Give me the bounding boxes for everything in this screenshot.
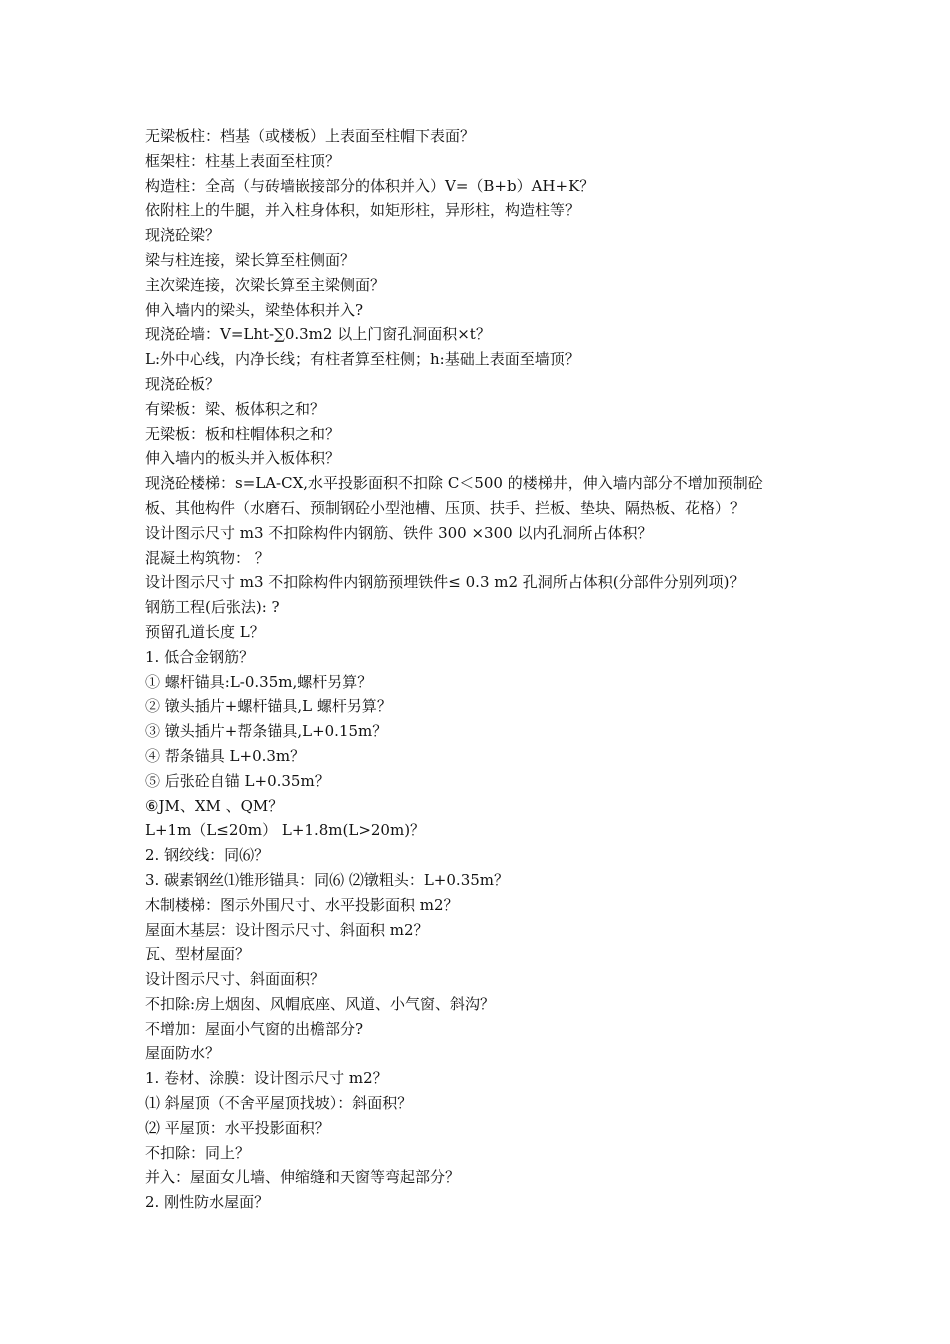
text-line: 不扣除:房上烟囱、风帽底座、风道、小气窗、斜沟？ bbox=[145, 994, 496, 1013]
text-line: ⑵ 平屋顶：水平投影面积？ bbox=[145, 1118, 330, 1137]
text-line: 现浇砼墙：V=Lht-∑0.3m2 以上门窗孔洞面积×t？ bbox=[145, 325, 491, 344]
text-line: 梁与柱连接，梁长算至柱侧面？ bbox=[145, 250, 356, 269]
text-line: 2. 刚性防水屋面？ bbox=[145, 1193, 270, 1212]
text-line: 屋面木基层：设计图示尺寸、斜面积 m2？ bbox=[145, 920, 429, 939]
text-line: 现浇砼板？ bbox=[145, 374, 221, 393]
text-line: 设计图示尺寸、斜面面积？ bbox=[145, 970, 326, 989]
text-line: 伸入墙内的梁头，梁垫体积并入? bbox=[145, 300, 364, 319]
text-line: 1. 低合金钢筋？ bbox=[145, 647, 255, 666]
text-line: 无梁板柱：档基（或楼板）上表面至柱帽下表面？ bbox=[145, 127, 476, 145]
text-line: 现浇砼梁？ bbox=[145, 226, 221, 245]
text-line: 现浇砼楼梯：s=LA-CX,水平投影面积不扣除 C＜500 的楼梯井，伸入墙内部分不增加预制砼 bbox=[145, 474, 763, 493]
text-line: 不增加：屋面小气窗的出檐部分? bbox=[145, 1019, 364, 1038]
text-line: 并入：屋面女儿墙、伸缩缝和天窗等弯起部分？ bbox=[145, 1168, 461, 1187]
text-line: 设计图示尺寸 m3 不扣除构件内钢筋、铁件 300 ×300 以内孔洞所占体积？ bbox=[145, 523, 653, 542]
text-line: 2. 钢绞线：同⑹？ bbox=[145, 846, 270, 865]
text-line: 主次梁连接，次梁长算至主梁侧面？ bbox=[145, 275, 386, 294]
text-line: 有梁板：梁、板体积之和？ bbox=[145, 399, 326, 418]
text-line: L:外中心线，内净长线；有柱者算至柱侧；h:基础上表面至墙顶？ bbox=[145, 350, 580, 369]
text-line: 3. 碳素钢丝⑴锥形锚具：同⑹ ⑵镦粗头：L+0.35m？ bbox=[145, 870, 510, 889]
text-line: L+1m（L≤20m） L+1.8m(L>20m)？ bbox=[145, 821, 426, 840]
text-line: 依附柱上的牛腿，并入柱身体积，如矩形柱，异形柱，构造柱等？ bbox=[145, 201, 581, 220]
text-line: 钢筋工程(后张法): ? bbox=[145, 598, 280, 617]
text-line: 混凝土构筑物： ？ bbox=[145, 548, 270, 567]
text-line: 屋面防水？ bbox=[145, 1044, 221, 1063]
text-line: ④ 帮条锚具 L+0.3m？ bbox=[145, 746, 306, 765]
text-line: 1. 卷材、涂膜：设计图示尺寸 m2？ bbox=[145, 1069, 388, 1088]
text-line: 构造柱：全高（与砖墙嵌接部分的体积并入）V=（B+b）AH+K？ bbox=[145, 176, 595, 195]
text-line: 设计图示尺寸 m3 不扣除构件内钢筋预埋铁件≤ 0.3 m2 孔洞所占体积(分部件分别列项)？ bbox=[145, 573, 745, 592]
text-line: ③ 镦头插片+帮条锚具,L+0.15m？ bbox=[145, 722, 388, 741]
text-line: 不扣除：同上？ bbox=[145, 1143, 251, 1162]
text-line: 框架柱：柱基上表面至柱顶？ bbox=[145, 151, 341, 170]
text-line: ② 镦头插片+螺杆锚具,L 螺杆另算？ bbox=[145, 697, 392, 716]
text-line: 瓦、型材屋面？ bbox=[145, 945, 251, 964]
document-body bbox=[145, 124, 820, 1215]
text-line: ⑥JM、XM 、QM？ bbox=[145, 796, 284, 815]
text-line: 板、其他构件（水磨石、预制钢砼小型池槽、压顶、扶手、拦板、垫块、隔热板、花格）？ bbox=[145, 498, 746, 517]
text-line: 木制楼梯：图示外围尺寸、水平投影面积 m2？ bbox=[145, 895, 459, 914]
text-line: ⑴ 斜屋顶（不舍平屋顶找坡）：斜面积？ bbox=[145, 1094, 413, 1113]
text-line: 无梁板：板和柱帽体积之和？ bbox=[145, 424, 341, 443]
text-line: ① 螺杆锚具:L-0.35m,螺杆另算？ bbox=[145, 672, 373, 691]
text-line: 预留孔道长度 L？ bbox=[145, 622, 265, 641]
text-line: 伸入墙内的板头并入板体积？ bbox=[145, 449, 341, 468]
text-line: ⑤ 后张砼自锚 L+0.35m？ bbox=[145, 771, 330, 790]
